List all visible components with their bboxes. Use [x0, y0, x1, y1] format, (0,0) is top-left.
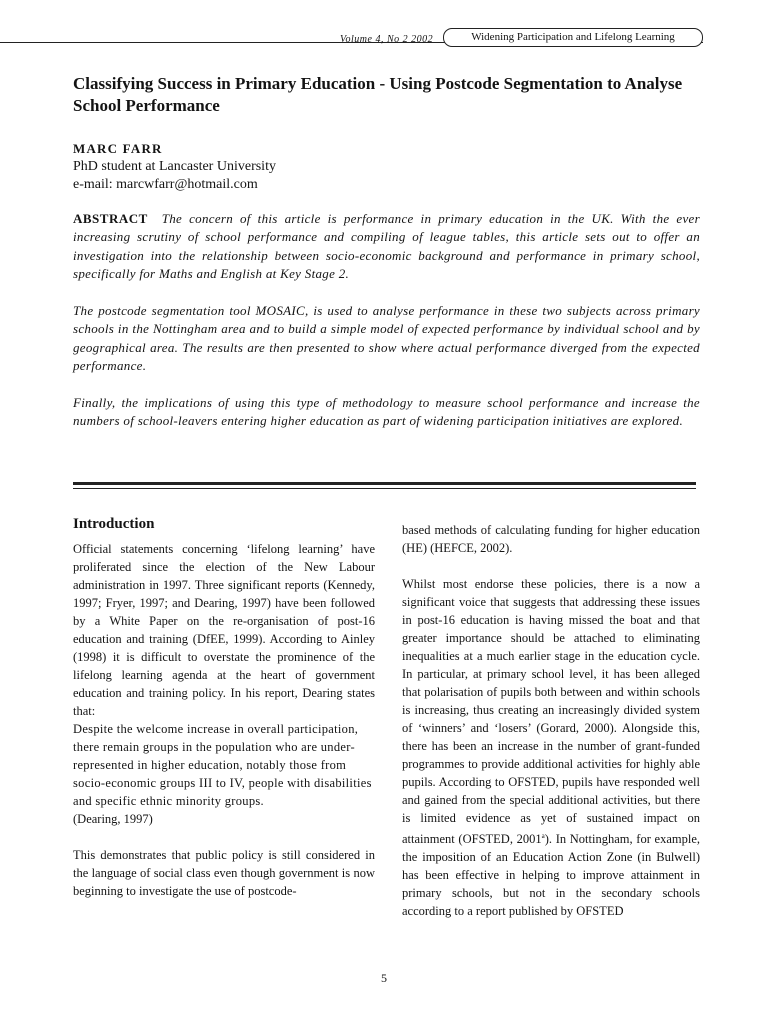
block-quote: Despite the welcome increase in overall participation, there remain groups in the population who are under-represented in higher education, notably those from socio-economic groups III to IV, people with disabilities and specific ethnic minority groups. [73, 722, 372, 808]
section-divider-thin [73, 488, 696, 489]
page-number: 5 [381, 971, 387, 985]
left-column [73, 514, 375, 900]
abstract-paragraph-1 [73, 210, 700, 284]
abstract-label: ABSTRACT [73, 211, 148, 226]
footnote-marker: a [541, 832, 545, 840]
intro-paragraph-2: This demonstrates that public policy is still considered in the language of social class even though government is now beginning to investigate the use of postcode- [73, 848, 375, 898]
introduction-heading: Introduction [73, 516, 155, 532]
right-paragraph-1: based methods of calculating funding for higher education (HE) (HEFCE, 2002). [402, 523, 700, 555]
author-affiliation: PhD student at Lancaster University [73, 159, 276, 174]
article-title: Classifying Success in Primary Education - Using Postcode Segmentation to Analyse School Performance [73, 74, 683, 115]
intro-paragraph-1: Official statements concerning ‘lifelong learning’ have proliferated since the election of the New Labour administration in 1997. Three significant reports (Kennedy, 1997; Fryer, 1997; and Dearing, 1997) have been followed by a White Paper on the re-organisation of post-16 education and training (DfEE, 1999). According to Ainley (1998) it is difficult to overstate the prominence of the lifelong learning agenda at the heart of government education and training policy. In his report, Dearing states that: [73, 542, 375, 718]
right-column [402, 521, 700, 920]
right-paragraph-2-cont: ). In Nottingham, for example, the imposition of an Education Action Zone (in Bulwell) has been effective in helping to improve attainment in primary schools, but not in the secondary schools according to a report published by OFSTED [402, 832, 700, 919]
right-paragraph-2 [402, 575, 700, 920]
section-divider [73, 482, 696, 485]
abstract-paragraph-3: Finally, the implications of using this type of methodology to measure school performance and increase the numbers of school-leavers entering higher education as part of widening participation initiatives are explored. [73, 395, 700, 429]
author-name: MARC FARR [73, 141, 163, 156]
abstract-paragraph-2: The postcode segmentation tool MOSAIC, is used to analyse performance in these two subjects across primary schools in the Nottingham area and to build a simple model of expected performance by individual school and by geographical area. The results are then presented to show where actual performance diverged from the expected performance. [73, 303, 700, 374]
author-block [73, 140, 276, 194]
right-paragraph-2-text: Whilst most endorse these policies, there is a now a significant voice that suggests that addressing these issues in post-16 education is having missed the boat and that greater importance should be attached to eliminating inequalities at a much earlier stage in the education cycle. In particular, at primary school level, it has been alleged that polarisation of pupils both between and within schools is increasing, thus creating an increasingly divided system of ‘winners’ and ‘losers’ (Gorard, 2000). Alongside this, there has been an increase in the number of grant-funded programmes to provide additional activities for highly able pupils. According to OFSTED, pupils have responded well and gained from the special additional activities, but there is limited evidence as yet of sustained impact on attainment (OFSTED, 2001 [402, 577, 700, 847]
abstract-text-1: The concern of this article is performance in primary education in the UK. With the ever increasing scrutiny of school performance and compiling of league tables, this article sets out to offer an investigation into the relationship between socio-economic background and performance in primary school, specifically for Maths and English at Key Stage 2. [73, 211, 700, 282]
author-email: e-mail: marcwfarr@hotmail.com [73, 177, 258, 192]
volume-info: Volume 4, No 2 2002 [340, 34, 434, 45]
quote-citation: (Dearing, 1997) [73, 812, 153, 826]
journal-series-badge: Widening Participation and Lifelong Learning [443, 28, 703, 47]
